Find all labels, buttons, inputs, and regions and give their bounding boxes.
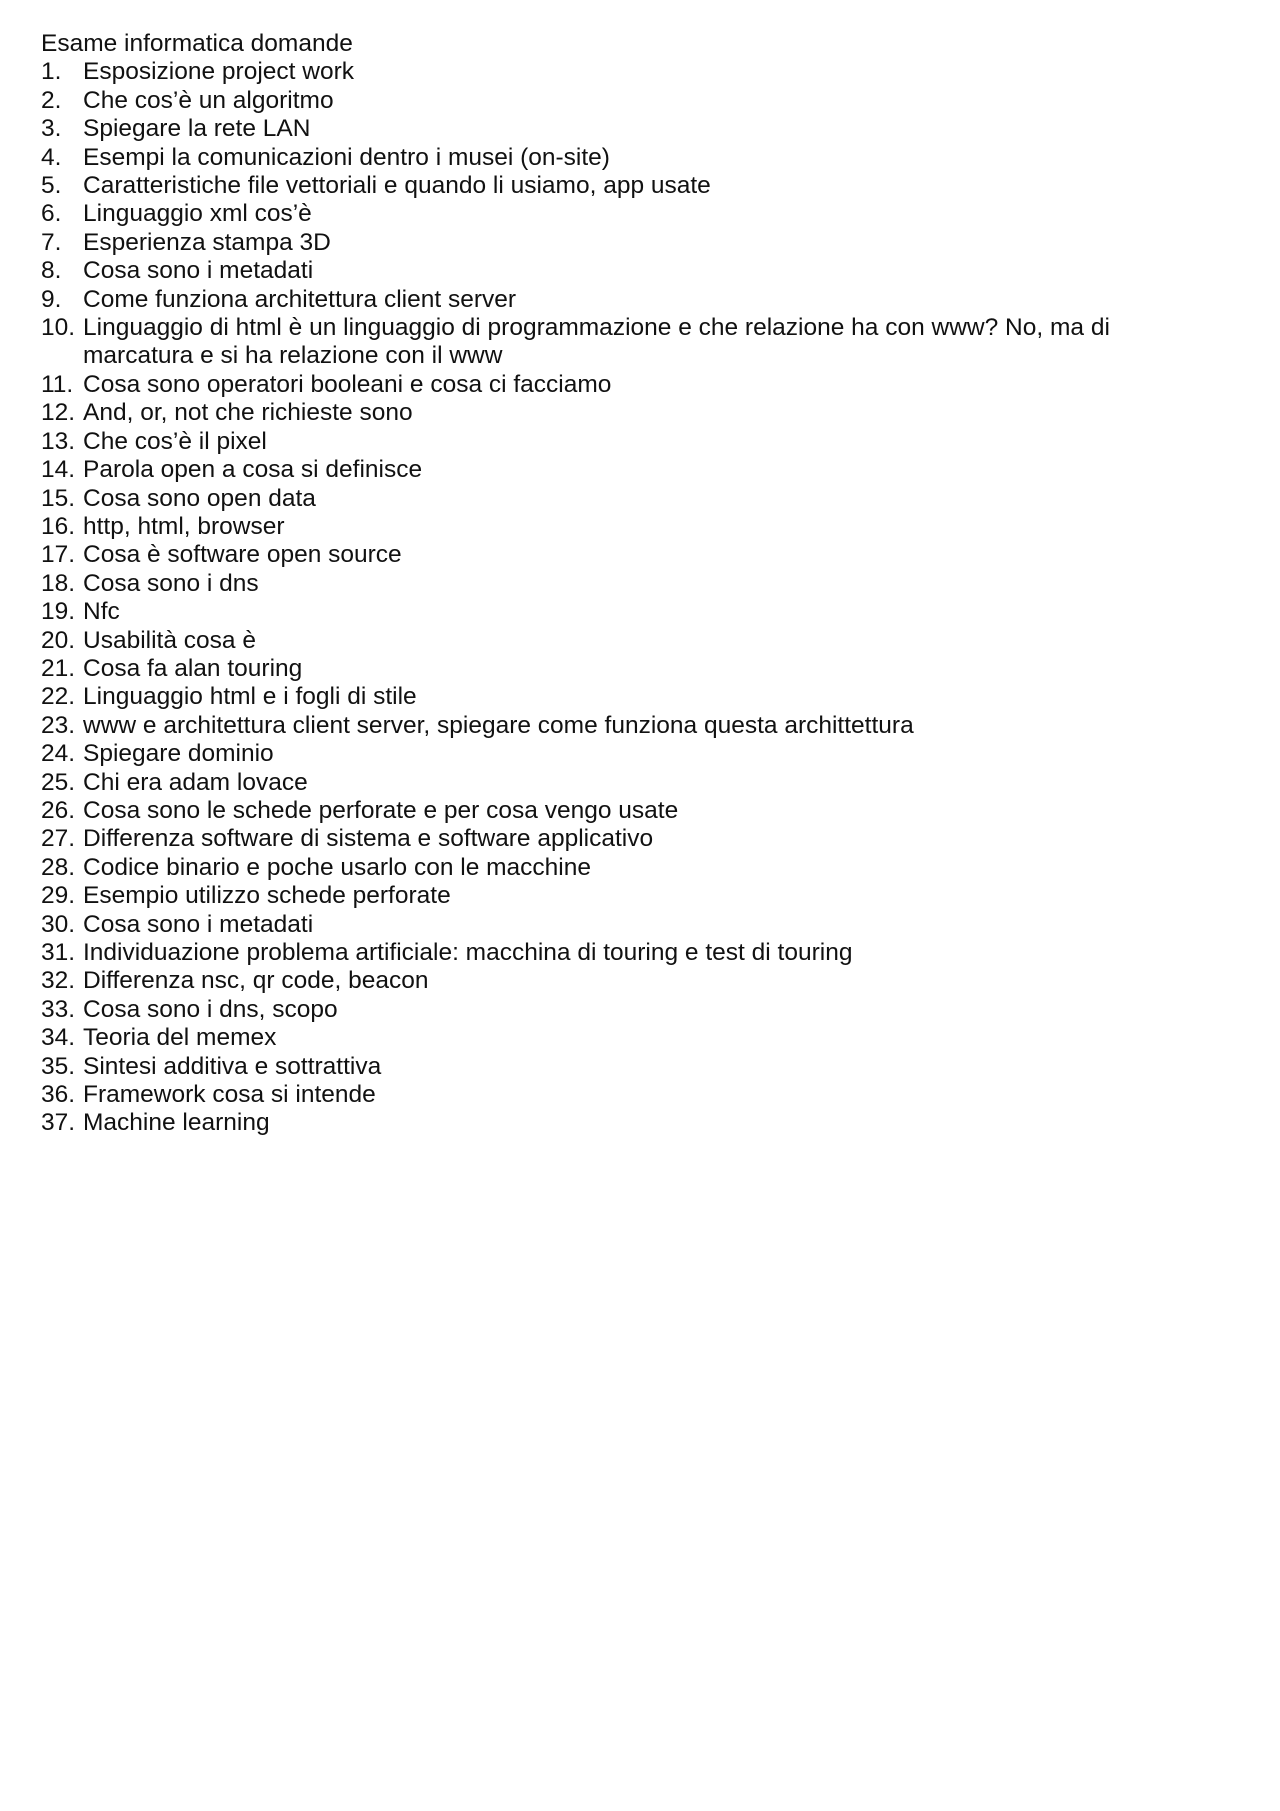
question-number: 16. bbox=[41, 512, 76, 540]
question-text: Cosa sono i dns bbox=[83, 569, 259, 597]
question-text: Cosa sono operatori booleani e cosa ci facciamo bbox=[83, 370, 612, 398]
question-number: 9. bbox=[41, 285, 62, 313]
question-text: http, html, browser bbox=[83, 512, 285, 540]
question-text: Spiegare dominio bbox=[83, 740, 274, 768]
question-text: Esposizione project work bbox=[83, 58, 354, 86]
question-item bbox=[41, 882, 1241, 910]
question-item bbox=[41, 399, 1241, 427]
question-number: 7. bbox=[41, 228, 62, 256]
question-number: 15. bbox=[41, 484, 76, 512]
question-text: Linguaggio html e i fogli di stile bbox=[83, 683, 417, 711]
question-number: 12. bbox=[41, 399, 76, 427]
question-item bbox=[41, 655, 1241, 683]
document-title: Esame informatica domande bbox=[41, 30, 353, 57]
question-number: 10. bbox=[41, 314, 76, 342]
question-number: 2. bbox=[41, 86, 62, 114]
question-number: 13. bbox=[41, 427, 76, 455]
question-text: Individuazione problema artificiale: macchina di touring e test di touring bbox=[83, 939, 853, 966]
question-item bbox=[41, 683, 1241, 711]
question-text: Cosa sono le schede perforate e per cosa vengo usate bbox=[83, 796, 679, 824]
question-list bbox=[41, 58, 1241, 1137]
question-number: 3. bbox=[41, 115, 62, 143]
question-item bbox=[41, 257, 1241, 285]
question-number: 23. bbox=[41, 711, 76, 739]
question-number: 18. bbox=[41, 569, 76, 597]
question-item bbox=[41, 1053, 1241, 1081]
question-text: Linguaggio xml cos’è bbox=[83, 200, 312, 228]
question-text: Esempi la comunicazioni dentro i musei (on-site) bbox=[83, 143, 610, 171]
question-item bbox=[41, 456, 1241, 484]
question-item bbox=[41, 286, 1241, 314]
question-text: Esempio utilizzo schede perforate bbox=[83, 882, 451, 910]
question-item bbox=[41, 541, 1241, 569]
question-number: 17. bbox=[41, 541, 76, 569]
question-item bbox=[41, 200, 1241, 228]
question-item bbox=[41, 144, 1241, 172]
question-text: And, or, not che richieste sono bbox=[83, 399, 413, 427]
question-text: Che cos’è un algoritmo bbox=[83, 86, 334, 114]
question-item bbox=[41, 485, 1241, 513]
question-number: 29. bbox=[41, 882, 76, 910]
question-item bbox=[41, 598, 1241, 626]
question-text: Cosa sono i metadati bbox=[83, 910, 314, 938]
question-text: Cosa sono i metadati bbox=[83, 257, 314, 285]
question-item bbox=[41, 939, 1241, 967]
question-text: Differenza nsc, qr code, beacon bbox=[83, 967, 429, 995]
question-text: Spiegare la rete LAN bbox=[83, 115, 311, 143]
question-number: 36. bbox=[41, 1081, 76, 1109]
question-item bbox=[41, 570, 1241, 598]
question-number: 35. bbox=[41, 1052, 76, 1080]
question-text: Framework cosa si intende bbox=[83, 1081, 376, 1109]
question-item bbox=[41, 967, 1241, 995]
question-number: 32. bbox=[41, 967, 76, 995]
question-text: Differenza software di sistema e software applicativo bbox=[83, 825, 654, 853]
question-item bbox=[41, 229, 1241, 257]
question-number: 6. bbox=[41, 200, 62, 228]
question-item bbox=[41, 854, 1241, 882]
question-number: 4. bbox=[41, 143, 62, 171]
question-text: Cosa sono open data bbox=[83, 484, 316, 512]
question-text: Cosa è software open source bbox=[83, 541, 402, 569]
question-number: 21. bbox=[41, 654, 76, 682]
question-text: Linguaggio di html è un linguaggio di programmazione e che relazione ha con www? No, ma di marcatura e si ha relazione con il www bbox=[83, 314, 1110, 370]
question-item bbox=[41, 87, 1241, 115]
question-item bbox=[41, 371, 1241, 399]
question-number: 24. bbox=[41, 740, 76, 768]
question-item bbox=[41, 797, 1241, 825]
question-number: 14. bbox=[41, 456, 76, 484]
question-text: Caratteristiche file vettoriali e quando li usiamo, app usate bbox=[83, 172, 711, 200]
question-text: Cosa sono i dns, scopo bbox=[83, 995, 338, 1023]
question-text: Codice binario e poche usarlo con le macchine bbox=[83, 853, 591, 881]
question-number: 11. bbox=[41, 370, 74, 398]
question-text: Cosa fa alan touring bbox=[83, 654, 303, 682]
question-text: Nfc bbox=[83, 598, 120, 626]
question-number: 22. bbox=[41, 683, 76, 711]
question-item bbox=[41, 1081, 1241, 1109]
question-item bbox=[41, 1109, 1241, 1137]
question-text: Chi era adam lovace bbox=[83, 768, 308, 796]
question-item bbox=[41, 513, 1241, 541]
question-item bbox=[41, 911, 1241, 939]
question-item bbox=[41, 115, 1241, 143]
question-number: 37. bbox=[41, 1109, 76, 1137]
question-text: Che cos’è il pixel bbox=[83, 427, 267, 455]
question-text: www e architettura client server, spiegare come funziona questa archittettura bbox=[83, 711, 914, 739]
question-item bbox=[41, 314, 1241, 371]
question-number: 25. bbox=[41, 768, 76, 796]
question-text: Come funziona architettura client server bbox=[83, 285, 517, 313]
question-item bbox=[41, 1024, 1241, 1052]
question-item bbox=[41, 58, 1241, 86]
question-text: Usabilità cosa è bbox=[83, 626, 256, 654]
question-number: 1. bbox=[41, 58, 62, 86]
question-text: Sintesi additiva e sottrattiva bbox=[83, 1052, 382, 1080]
question-text: Machine learning bbox=[83, 1109, 270, 1137]
question-text: Parola open a cosa si definisce bbox=[83, 456, 423, 484]
question-number: 19. bbox=[41, 598, 76, 626]
question-item bbox=[41, 172, 1241, 200]
question-item bbox=[41, 712, 1241, 740]
question-text: Esperienza stampa 3D bbox=[83, 228, 331, 256]
question-number: 30. bbox=[41, 910, 76, 938]
question-number: 34. bbox=[41, 1024, 76, 1052]
question-item bbox=[41, 740, 1241, 768]
question-item bbox=[41, 825, 1241, 853]
question-number: 20. bbox=[41, 626, 76, 654]
question-item bbox=[41, 769, 1241, 797]
question-number: 28. bbox=[41, 853, 76, 881]
question-item bbox=[41, 428, 1241, 456]
question-number: 8. bbox=[41, 257, 62, 285]
question-item bbox=[41, 627, 1241, 655]
question-number: 33. bbox=[41, 995, 76, 1023]
question-number: 27. bbox=[41, 825, 76, 853]
question-item bbox=[41, 996, 1241, 1024]
question-number: 5. bbox=[41, 172, 62, 200]
question-number: 31. bbox=[41, 939, 76, 966]
document-page bbox=[41, 30, 1241, 1138]
question-text: Teoria del memex bbox=[83, 1024, 277, 1052]
question-number: 26. bbox=[41, 796, 76, 824]
